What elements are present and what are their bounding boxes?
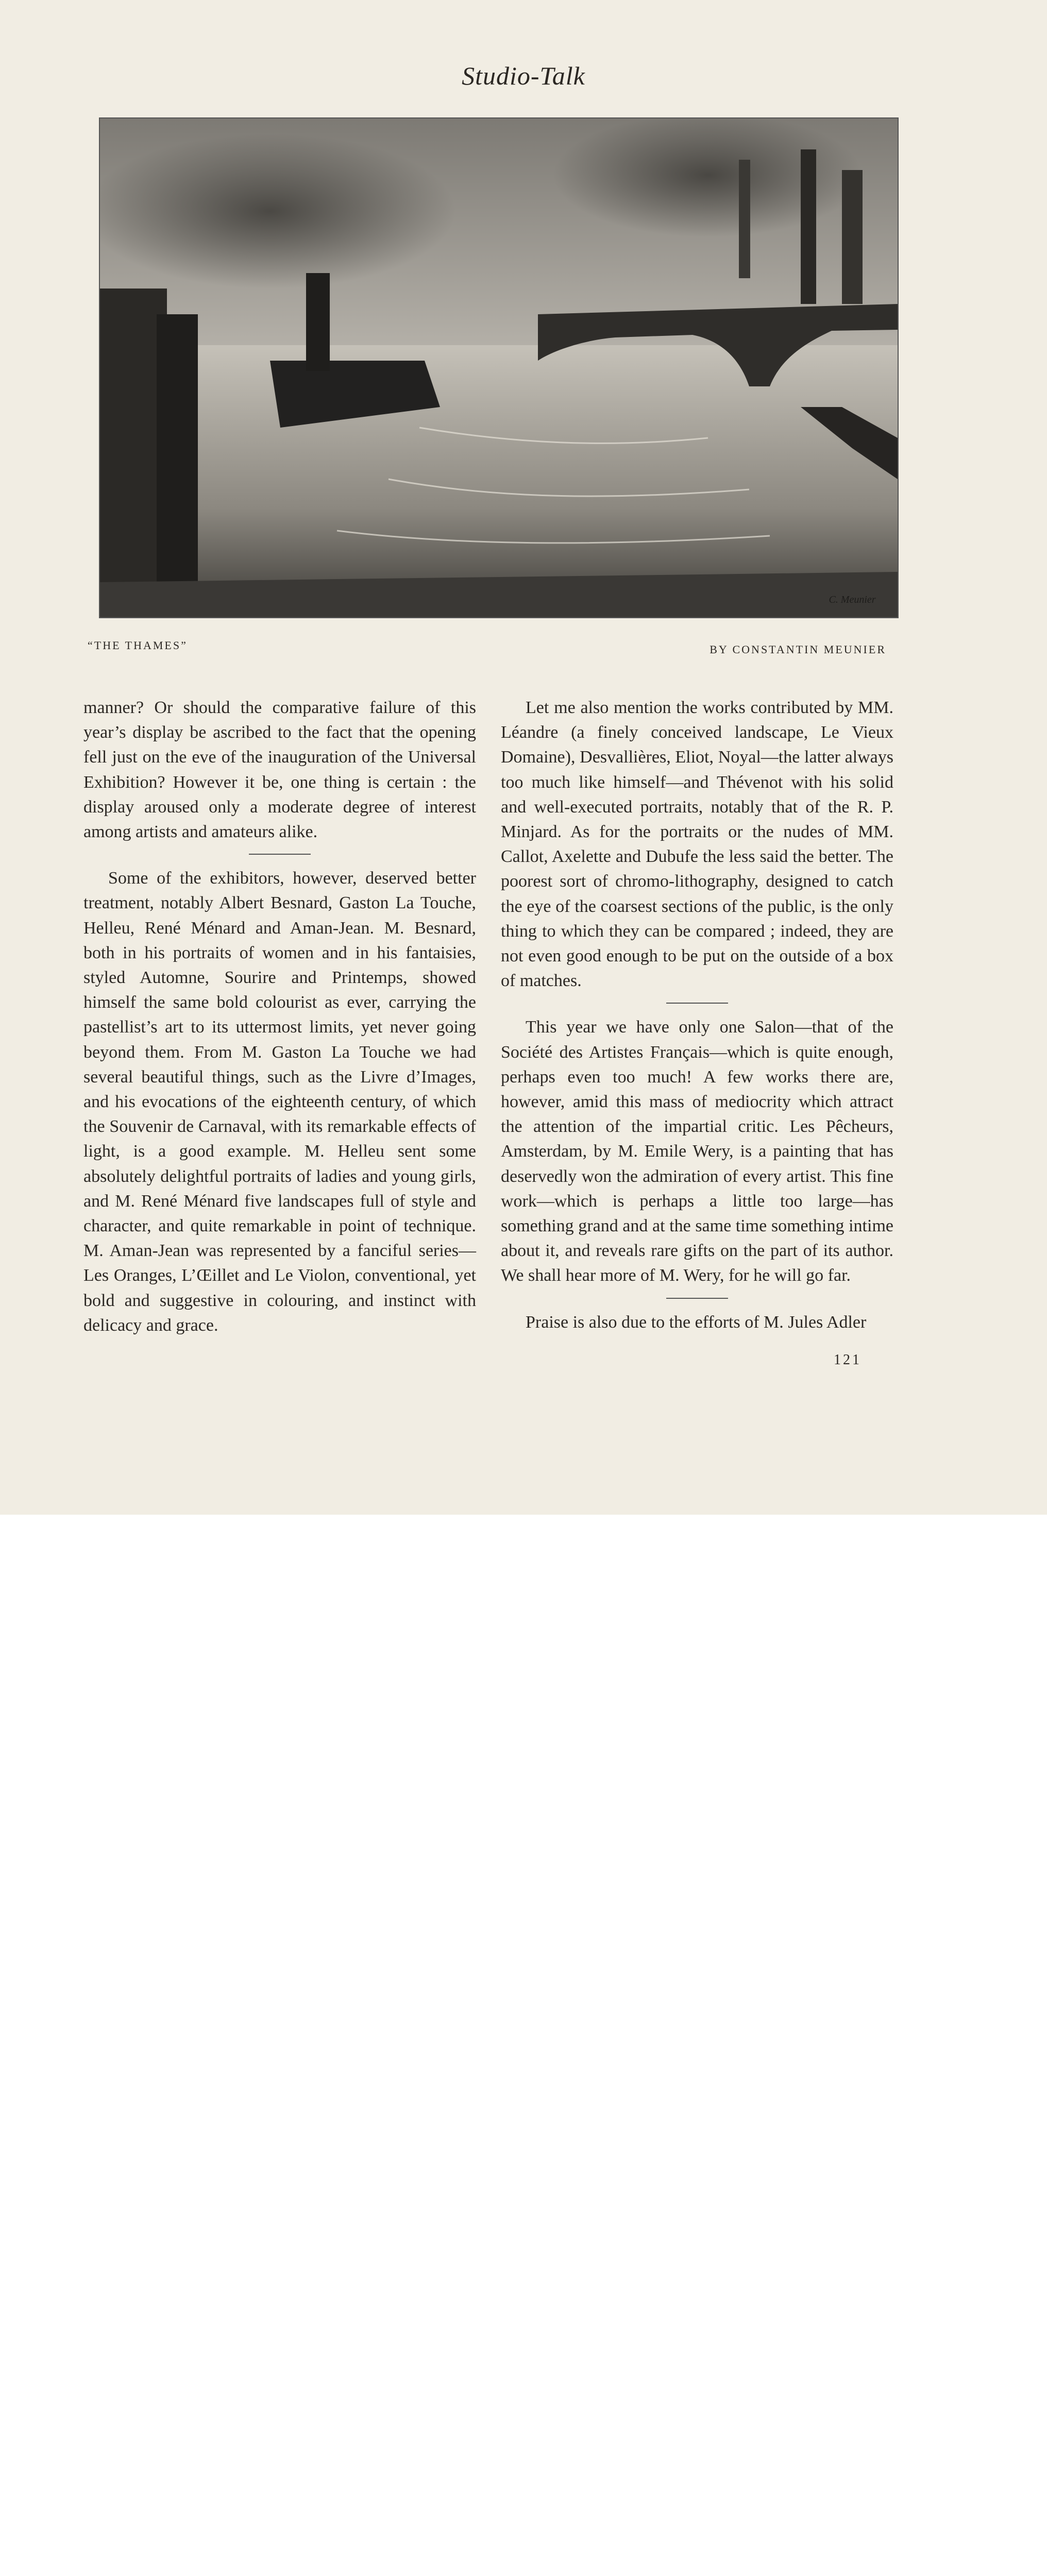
thames-illustration [99,117,899,618]
digitization-footer [0,1515,1047,1585]
paragraph: manner? Or should the comparative failure of this year’s display be ascribed to the fact that the opening fell just on the eve of the inauguration of the Universal Exhibition? However it be, one thing is certain : the display aroused only a moderate degree of interest among artists and amateurs alike. [83,698,476,842]
paragraph: Let me also mention the works contributed by MM. Léandre (a finely conceived landscape, Le Vieux Domaine), Desvallières, Eliot, Noyal—the latter always too much like himself—and Thévenot with his solid and well-executed portraits, notably that of the R. P. Minjard. As for the portraits or the nudes of MM. Callot, Axelette and Dubufe the less said the better. The poorest sort of chromo-lithography, designed to catch the eye of the coarsest sections of the public, is the only thing to which they can be compared ; indeed, they are not even good enough to be put on the outside of a box of matches. [501,698,893,991]
plate-caption-title: “THE THAMES” [88,639,188,652]
section-divider [666,1298,728,1299]
page-number: 121 [834,1352,862,1368]
paragraph: Some of the exhibitors, however, deserved better treatment, notably Albert Besnard, Gaston La Touche, Helleu, René Ménard and Aman-Jean. M. Besnard, both in his portraits of women and in his fantaisies, styled Automne, Sourire and Printemps, showed himself the same bold colourist as ever, carrying the pastellist’s art to its uttermost limits, yet never going beyond them. From M. Gaston La Touche we had several beautiful things, such as the Livre d’Images, and his evocations of the eighteenth century, of which the Souvenir de Carnaval, with its remarkable effects of light, is a good example. M. Helleu sent some absolutely delightful portraits of ladies and young girls, and M. René Ménard five landscapes full of style and character, and quite remarkable in point of technique. M. Aman-Jean was represented by a fanciful series—Les Oranges, L’Œillet and Le Violon, conventional, yet bold and suggestive in colouring, and instinct with delicacy and grace. [83,869,476,1335]
paragraph: Praise is also due to the efforts of M. Jules Adler [526,1312,867,1332]
running-header: Studio-Talk [462,61,585,90]
thames-lithograph [100,118,898,617]
right-text-column [501,696,893,1335]
plate-caption-credit: BY CONSTANTIN MEUNIER [710,643,886,656]
left-text-column [83,696,476,1338]
paragraph: This year we have only one Salon—that of the Société des Artistes Français—which is quite enough, perhaps even too much! A few works there are, however, amid this mass of mediocrity which attract the attention of the impartial critic. Les Pêcheurs, Amsterdam, by M. Emile Wery, is a painting that has deservedly won the admiration of every artist. This fine work—which is perhaps a little too large—has something grand and at the same time something intime about it, and reveals rare gifts on the part of its author. We shall hear more of M. Wery, for he will go far. [501,1018,893,1285]
section-divider [249,854,311,855]
artist-signature: C. Meunier [829,594,876,605]
section-divider [666,1003,728,1004]
